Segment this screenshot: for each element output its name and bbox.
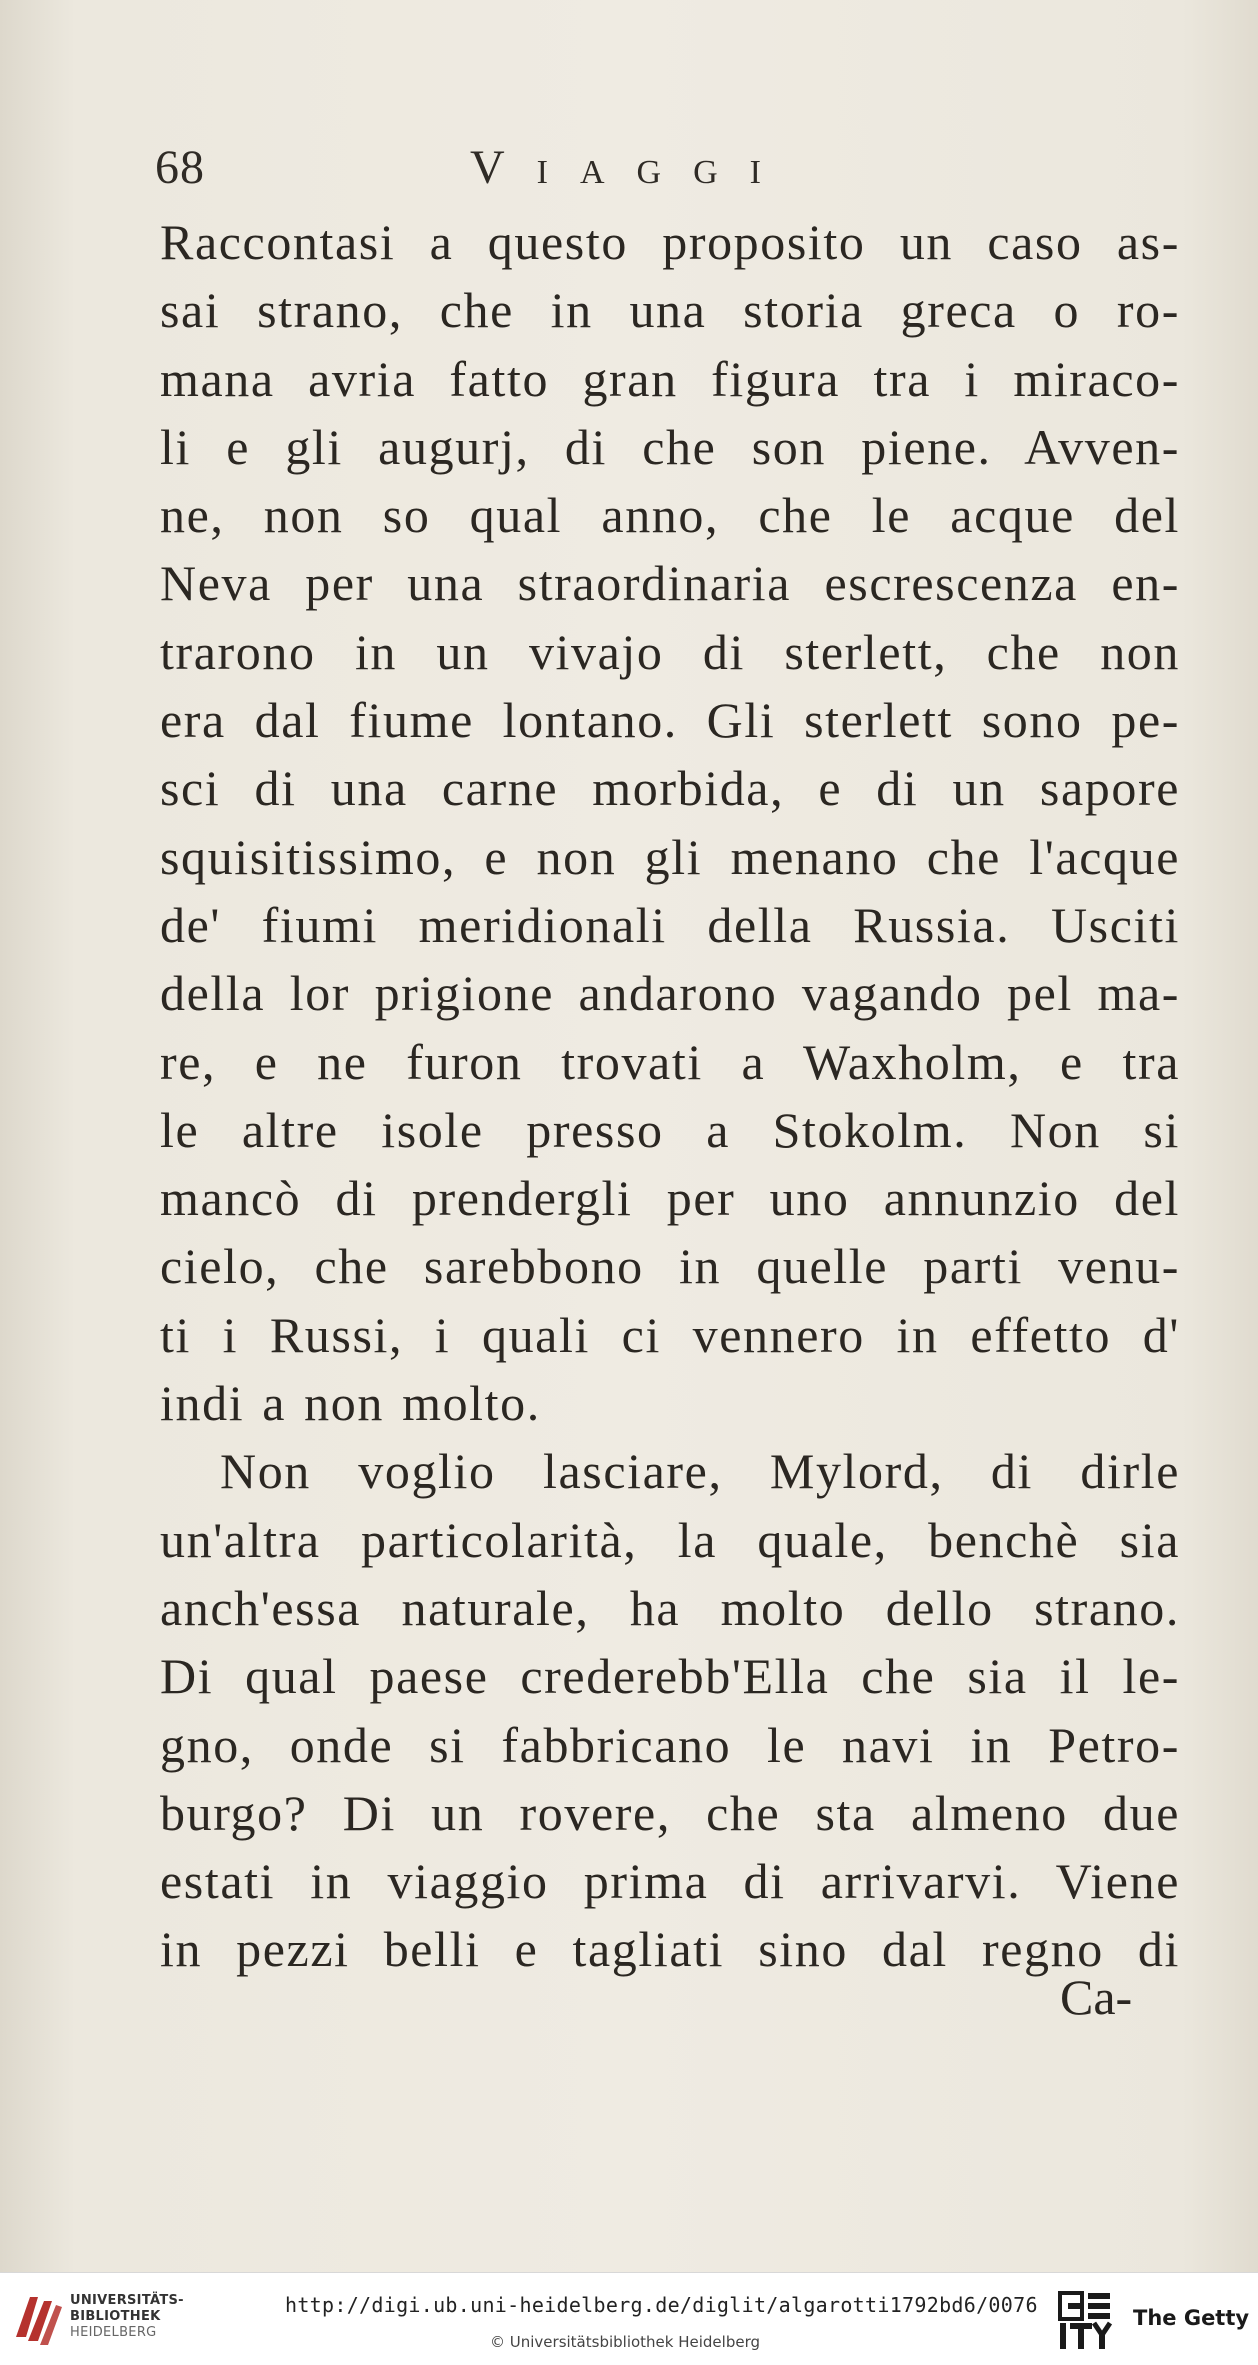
text-line: gno, onde si fabbricano le navi in Petro- xyxy=(160,1716,1180,1773)
text-line: indi a non molto. xyxy=(160,1375,541,1432)
page-number: 68 xyxy=(155,141,205,194)
text-line: della lor prigione andarono vagando pel ma- xyxy=(160,965,1180,1022)
running-head: Viaggi xyxy=(470,141,793,194)
getty-logo-icon[interactable] xyxy=(1058,2291,1112,2351)
text-line: squisitissimo, e non gli menano che l'acque xyxy=(160,828,1180,885)
text-line: mana avria fatto gran figura tra i miraco- xyxy=(160,350,1180,407)
library-name-line: UNIVERSITÄTS- xyxy=(70,2293,184,2308)
text-line: sai strano, che in una storia greca o ro- xyxy=(160,282,1180,339)
text-line: in pezzi belli e tagliati sino dal regno di xyxy=(160,1921,1180,1978)
library-name-line: HEIDELBERG xyxy=(70,2325,157,2340)
text-line: mancò di prendergli per uno annunzio del xyxy=(160,1170,1180,1227)
ub-heidelberg-logo-icon[interactable] xyxy=(12,2289,64,2349)
digitization-footer xyxy=(0,2272,1258,2365)
text-line: de' fiumi meridionali della Russia. Usciti xyxy=(160,896,1180,953)
text-line: era dal fiume lontano. Gli sterlett sono pe- xyxy=(160,692,1180,749)
text-line: Raccontasi a questo proposito un caso as- xyxy=(160,214,1180,270)
text-line: ne, non so qual anno, che le acque del xyxy=(160,487,1180,544)
partner-name: The Getty xyxy=(1133,2306,1250,2330)
text-line: anch'essa naturale, ha molto dello strano. xyxy=(160,1579,1180,1636)
text-line: un'altra particolarità, la quale, benchè sia xyxy=(160,1511,1180,1568)
text-line: estati in viaggio prima di arrivarvi. Viene xyxy=(160,1853,1180,1910)
permalink-url[interactable]: http://digi.ub.uni-heidelberg.de/diglit/algarotti1792bd6/0076 xyxy=(285,2293,1038,2317)
text-line: trarono in un vivajo di sterlett, che non xyxy=(160,623,1180,680)
text-line: Non voglio lasciare, Mylord, di dirle xyxy=(220,1443,1180,1500)
copyright-notice: © Universitätsbibliothek Heidelberg xyxy=(490,2333,761,2351)
text-line: Neva per una straordinaria escrescenza en- xyxy=(160,555,1180,612)
text-line: ti i Russi, i quali ci vennero in effetto d' xyxy=(160,1306,1180,1363)
text-line: cielo, che sarebbono in quelle parti venu- xyxy=(160,1238,1180,1295)
text-line: sci di una carne morbida, e di un sapore xyxy=(160,760,1180,817)
library-name xyxy=(70,2293,184,2341)
text-line: re, e ne furon trovati a Waxholm, e tra xyxy=(160,1033,1180,1090)
text-line: li e gli augurj, di che son piene. Avven- xyxy=(160,418,1180,475)
library-name-line: BIBLIOTHEK xyxy=(70,2309,161,2324)
text-line: Di qual paese crederebb'Ella che sia il le- xyxy=(160,1648,1180,1705)
text-line: le altre isole presso a Stokolm. Non si xyxy=(160,1101,1180,1158)
body-text xyxy=(160,208,1180,1984)
text-line: burgo? Di un rovere, che sta almeno due xyxy=(160,1784,1180,1841)
page-header xyxy=(155,140,1155,200)
catchword: Ca- xyxy=(1060,1969,1133,2025)
